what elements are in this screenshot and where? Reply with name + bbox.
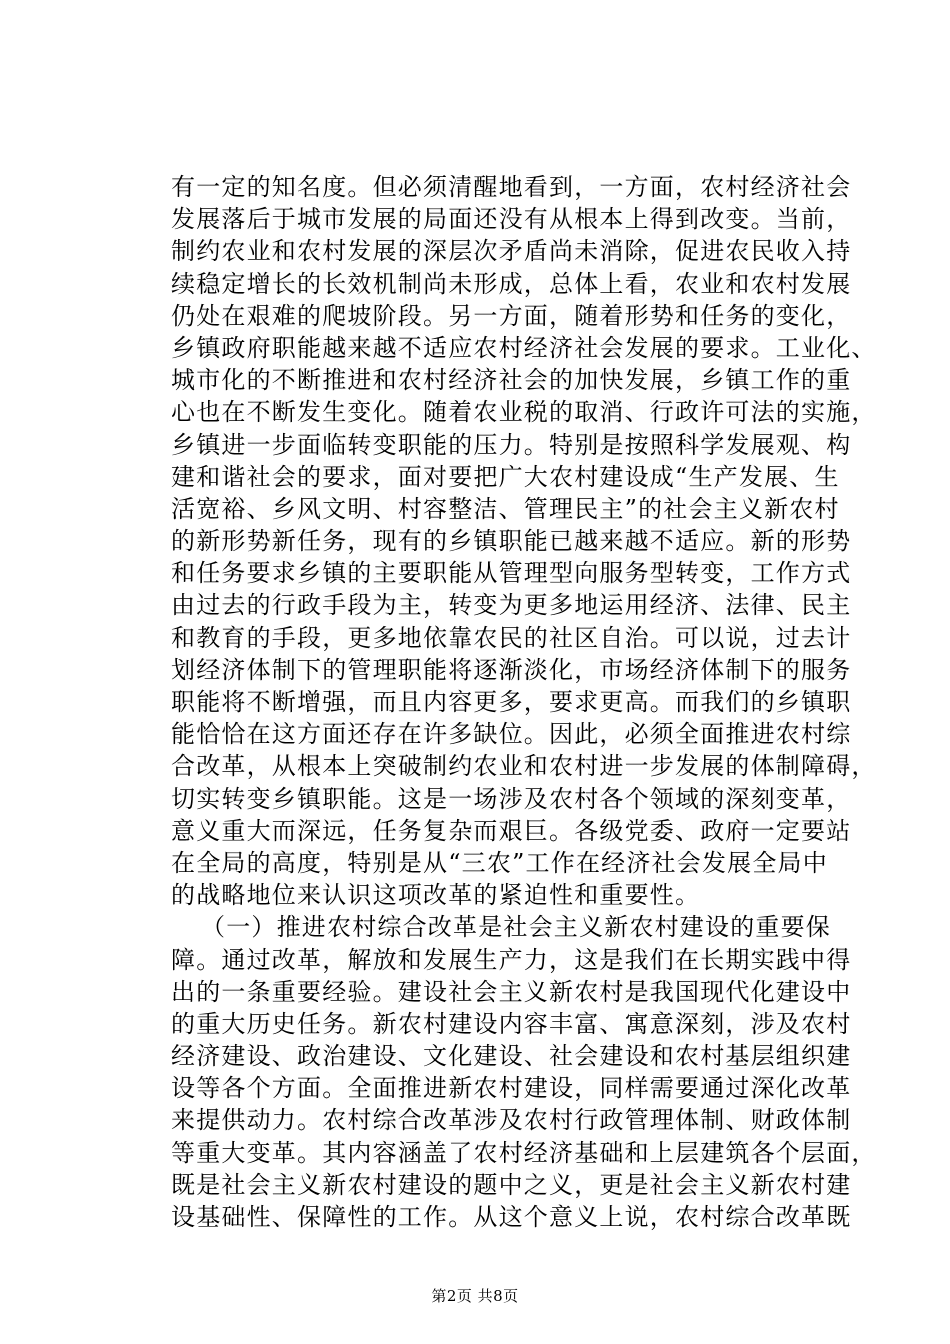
text-line: 设等各个方面。全面推进新农村建设，同样需要通过深化改革 [171,1074,852,1103]
text-line: 和任务要求乡镇的主要职能从管理型向服务型转变，工作方式 [171,559,852,588]
text-line: 能恰恰在这方面还存在许多缺位。因此，必须全面推进农村综 [171,720,852,749]
text-line: 障。通过改革，解放和发展生产力，这是我们在长期实践中得 [171,945,852,974]
text-line: 活宽裕、乡风文明、村容整洁、管理民主”的社会主义新农村 [171,494,840,523]
text-line: 由过去的行政手段为主，转变为更多地运用经济、法律、民主 [171,591,852,620]
text-line: 仍处在艰难的爬坡阶段。另一方面，随着形势和任务的变化， [171,301,852,330]
text-line: 职能将不断增强，而且内容更多，要求更高。而我们的乡镇职 [171,688,852,716]
text-line: 续稳定增长的长效机制尚未形成，总体上看，农业和农村发展 [171,269,852,298]
text-line: 城市化的不断推进和农村经济社会的加快发展，乡镇工作的重 [171,366,852,395]
text-line: 意义重大而深远，任务复杂而艰巨。各级党委、政府一定要站 [171,816,852,845]
text-line: 合改革，从根本上突破制约农业和农村进一步发展的体制障碍， [171,752,877,781]
page-footer: 第2页 共8页 [431,1287,519,1305]
text-line: 既是社会主义新农村建设的题中之义，更是社会主义新农村建 [171,1170,852,1199]
text-line: 等重大变革。其内容涵盖了农村经济基础和上层建筑各个层面， [171,1138,877,1167]
text-line: 发展落后于城市发展的局面还没有从根本上得到改变。当前， [171,205,852,234]
paragraph-start-line: （一）推进农村综合改革是社会主义新农村建设的重要保 [201,913,831,942]
text-line: 建和谐社会的要求，面对要把广大农村建设成“生产发展、生 [171,462,840,491]
text-line: 的战略地位来认识这项改革的紧迫性和重要性。 [171,881,701,910]
text-line: 有一定的知名度。但必须清醒地看到，一方面，农村经济社会 [171,173,852,201]
text-line: 乡镇政府职能越来越不适应农村经济社会发展的要求。工业化、 [171,333,877,362]
text-line: 和教育的手段，更多地依靠农民的社区自治。可以说，过去计 [171,623,852,652]
text-line: 出的一条重要经验。建设社会主义新农村是我国现代化建设中 [171,977,852,1006]
text-line: 来提供动力。农村综合改革涉及农村行政管理体制、财政体制 [171,1106,852,1135]
text-line: 的重大历史任务。新农村建设内容丰富、寓意深刻，涉及农村 [171,1009,852,1038]
body-text [171,171,877,1233]
text-line: 切实转变乡镇职能。这是一场涉及农村各个领域的深刻变革， [171,784,852,813]
text-line: 经济建设、政治建设、文化建设、社会建设和农村基层组织建 [171,1042,852,1071]
text-line: 制约农业和农村发展的深层次矛盾尚未消除，促进农民收入持 [171,237,852,266]
text-line: 划经济体制下的管理职能将逐渐淡化，市场经济体制下的服务 [171,655,852,684]
text-line: 心也在不断发生变化。随着农业税的取消、行政许可法的实施， [171,398,877,427]
text-line: 的新形势新任务，现有的乡镇职能已越来越不适应。新的形势 [171,527,852,556]
text-line: 设基础性、保障性的工作。从这个意义上说，农村综合改革既 [171,1203,852,1231]
text-line: 在全局的高度，特别是从“三农”工作在经济社会发展全局中 [171,848,828,877]
text-line: 乡镇进一步面临转变职能的压力。特别是按照科学发展观、构 [171,430,852,459]
